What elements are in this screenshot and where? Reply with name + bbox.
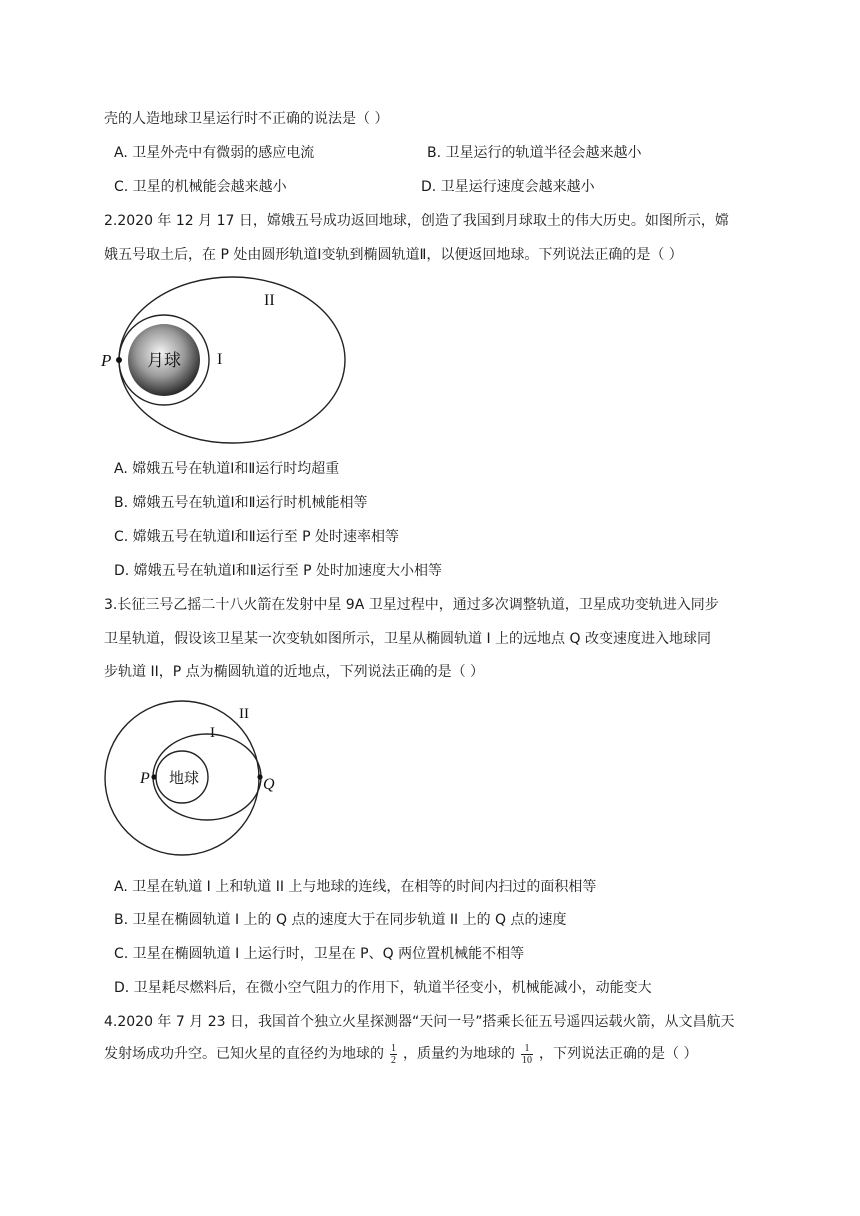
q4-frac1-denominator: 2 (391, 1054, 396, 1066)
q3-orbit-figure (100, 700, 300, 875)
q4-fraction-mass (521, 1043, 533, 1066)
q4-stem-part-c: ，下列说法正确的是（ ） (539, 1046, 698, 1062)
q3-stem-line3: 步轨道 II，P 点为椭圆轨道的近地点，下列说法正确的是（ ） (104, 664, 485, 680)
q3-option-c: C. 卫星在椭圆轨道 I 上运行时，卫星在 P、Q 两位置机械能不相等 (114, 946, 525, 962)
q2-orbit-i-label: I (217, 351, 223, 368)
q2-option-c: C. 嫦娥五号在轨道Ⅰ和Ⅱ运行至 P 处时速率相等 (114, 529, 400, 545)
q1-option-c: C. 卫星的机械能会越来越小 (114, 179, 287, 195)
q3-option-a: A. 卫星在轨道 I 上和轨道 II 上与地球的连线，在相等的时间内扫过的面积相等 (114, 879, 597, 895)
q4-frac1-numerator: 1 (391, 1042, 396, 1054)
q2-orbit-figure (98, 276, 358, 446)
q4-stem-line2 (104, 1040, 697, 1068)
q2-option-d: D. 嫦娥五号在轨道Ⅰ和Ⅱ运行至 P 处时加速度大小相等 (114, 563, 443, 579)
q2-moon-label: 月球 (147, 351, 181, 371)
q2-option-b: B. 嫦娥五号在轨道Ⅰ和Ⅱ运行时机械能相等 (114, 495, 368, 511)
q2-stem-line2: 娥五号取土后，在 P 处由圆形轨道Ⅰ变轨到椭圆轨道Ⅱ，以便返回地球。下列说法正确的是（ ） (104, 247, 683, 263)
q2-orbit-ii-label: II (264, 292, 275, 309)
q2-option-a: A. 嫦娥五号在轨道Ⅰ和Ⅱ运行时均超重 (114, 461, 340, 477)
q4-frac2-numerator: 1 (521, 1043, 533, 1055)
q3-stem-line2: 卫星轨道，假设该卫星某一次变轨如图所示，卫星从椭圆轨道 I 上的远地点 Q 改变速度进入地球同 (104, 631, 711, 647)
q1-stem-tail: 壳的人造地球卫星运行时不正确的说法是（ ） (104, 111, 389, 127)
q3-orbit-ii-label: II (239, 706, 249, 722)
q3-option-b: B. 卫星在椭圆轨道 I 上的 Q 点的速度大于在同步轨道 II 上的 Q 点的速度 (114, 912, 567, 928)
q4-stem-part-a: 发射场成功升空。已知火星的直径约为地球的 (104, 1046, 384, 1062)
q1-option-b: B. 卫星运行的轨道半径会越来越小 (427, 145, 642, 161)
q3-orbit-i-label: I (210, 725, 215, 741)
q4-stem-part-b: ，质量约为地球的 (403, 1046, 515, 1062)
q3-stem-line1: 3.长征三号乙摇二十八火箭在发射中星 9A 卫星过程中，通过多次调整轨道，卫星成功变轨进入同步 (104, 597, 719, 613)
q2-stem-line1: 2.2020 年 12 月 17 日，嫦娥五号成功返回地球，创造了我国到月球取土的伟大历史。如图所示，嫦 (104, 213, 729, 229)
q2-point-p (116, 357, 122, 363)
q1-option-d: D. 卫星运行速度会越来越小 (421, 179, 595, 195)
q3-earth-label: 地球 (168, 769, 200, 787)
q4-fraction-diameter (390, 1043, 397, 1066)
q3-option-d: D. 卫星耗尽燃料后，在微小空气阻力的作用下，轨道半径变小，机械能减小，动能变大 (114, 980, 652, 996)
q3-q-label: Q (263, 776, 275, 793)
q3-p-label: P (140, 770, 150, 787)
q4-frac2-denominator: 10 (522, 1054, 532, 1066)
q3-point-p (151, 774, 156, 779)
q2-p-label: P (101, 351, 112, 370)
q1-option-a: A. 卫星外壳中有微弱的感应电流 (114, 145, 315, 161)
q4-stem-line1: 4.2020 年 7 月 23 日，我国首个独立火星探测器“天问一号”搭乘长征五号遥四运载火箭，从文昌航天 (104, 1014, 735, 1030)
q3-point-q (257, 774, 262, 779)
